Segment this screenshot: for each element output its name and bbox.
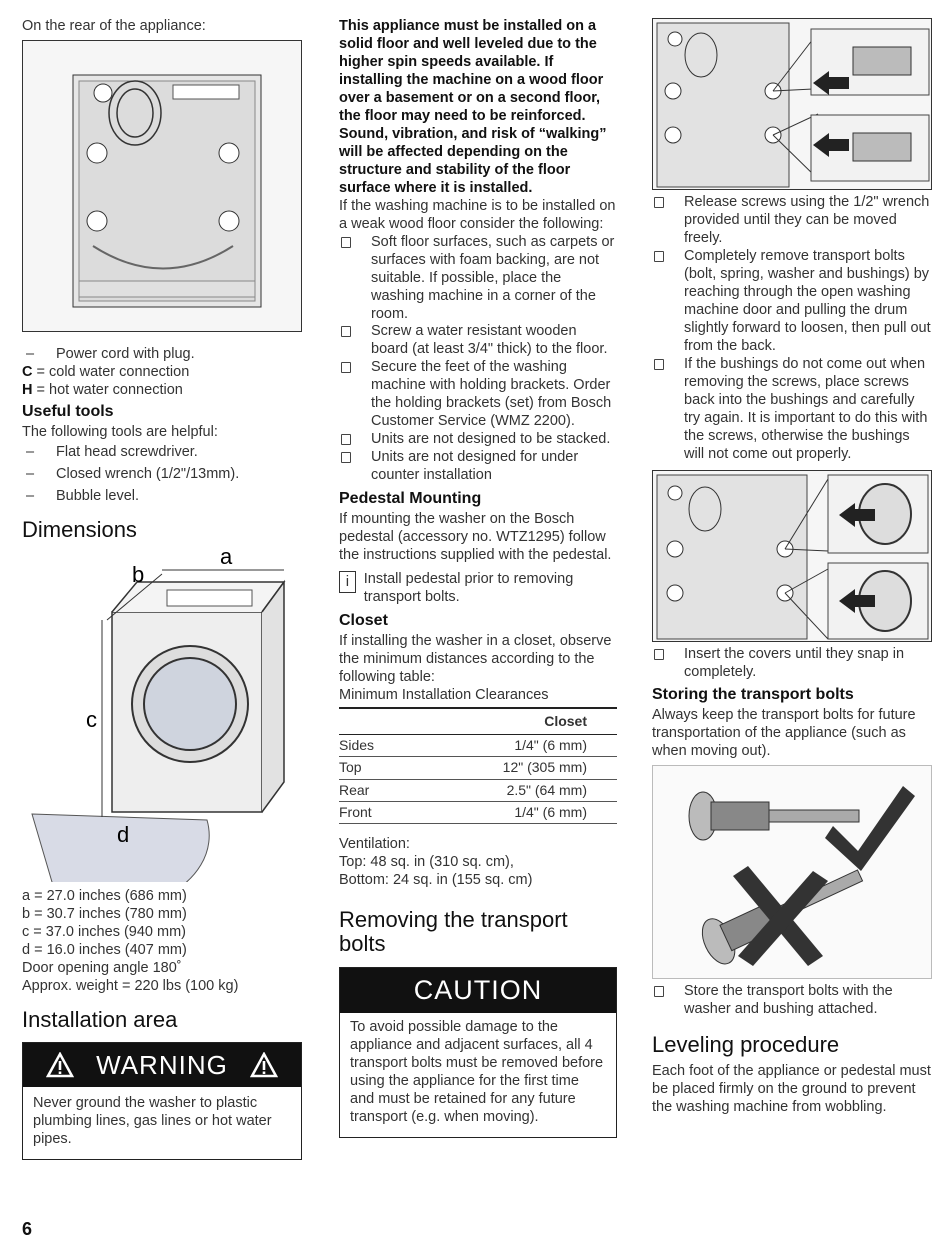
store-bolts-figure — [652, 765, 932, 979]
checkbox-icon — [341, 237, 351, 248]
dimension-values — [22, 888, 302, 996]
dim-d: d = 16.0 inches (407 mm) — [22, 941, 187, 958]
caution-text: To avoid possible damage to the appliance and adjacent surfaces, all 4 transport bolts must be removed before using the appliance for the first time and must be retained for any future transport (e.g. when moving). — [350, 1019, 604, 1125]
list-item: Soft floor surfaces, such as carpets or surfaces with foam backing, are not suitable. If possible, place the washing machine in a corner of the room. — [339, 234, 617, 324]
list-item: Release screws using the 1/2" wrench provided until they can be moved freely. — [652, 194, 932, 248]
table-header-closet: Closet — [404, 708, 617, 735]
weak-floor-intro: If the washing machine is to be installed on a weak wood floor consider the following: — [339, 197, 616, 232]
leveling-text: Each foot of the appliance or pedestal must be placed firmly on the ground to prevent the washing machine from wobbling. — [652, 1063, 931, 1116]
list-item: Insert the covers until they snap in completely. — [652, 646, 932, 682]
rear-appliance-illustration — [23, 41, 302, 332]
storing-text: Always keep the transport bolts for future transportation of the appliance (such as when moving out). — [652, 707, 916, 760]
warning-box — [22, 1042, 302, 1160]
closet-text: If installing the washer in a closet, observe the minimum distances according to the following table: — [339, 632, 612, 685]
table-row: Top 12" (305 mm) — [339, 757, 617, 779]
checkbox-icon — [654, 986, 664, 997]
pedestal-text: If mounting the washer on the Bosch pedestal (accessory no. WTZ1295) follow the instructions supplied with the pedestal. — [339, 511, 612, 563]
transport-bolts-figure — [652, 18, 932, 190]
table-caption: Minimum Installation Clearances — [339, 686, 549, 703]
column-right — [652, 18, 932, 1117]
installation-heading: Installation area — [22, 1006, 178, 1032]
checkbox-icon — [654, 649, 664, 660]
tool-item: – Closed wrench (1/2"/13mm). — [22, 466, 302, 484]
list-item: Store the transport bolts with the washer and bushing attached. — [652, 983, 932, 1019]
table-row: Sides 1/4" (6 mm) — [339, 734, 617, 756]
caution-box — [339, 967, 617, 1138]
legend-c-key: C — [22, 363, 33, 380]
leveling-heading: Leveling procedure — [652, 1032, 840, 1058]
dimensions-heading: Dimensions — [22, 516, 137, 542]
floor-items-list — [339, 234, 617, 486]
list-item: Secure the feet of the washing machine with holding brackets. Order the holding brackets (set) from Bosch Customer Service (WMZ 2200). — [339, 359, 617, 431]
dim-b: b = 30.7 inches (780 mm) — [22, 905, 187, 922]
warning-triangle-icon — [46, 1052, 74, 1078]
covers-list — [652, 646, 932, 682]
rear-caption: On the rear of the appliance: — [22, 18, 206, 34]
covers-figure — [652, 470, 932, 642]
legend-h-key: H — [22, 381, 33, 398]
clearances-table — [339, 707, 617, 825]
dim-label-a: a — [220, 551, 233, 569]
list-item: Completely remove transport bolts (bolt, spring, washer and bushings) by reaching through the open washing machine door and pulling the drum slightly forward to loosen, then pull out from the back. — [652, 248, 932, 356]
checkbox-icon — [654, 359, 664, 370]
transport-bolt-removal-illustration — [653, 19, 932, 190]
warning-text: Never ground the washer to plastic plumbing lines, gas lines or hot water pipes. — [33, 1094, 272, 1147]
tools-heading: Useful tools — [22, 402, 114, 420]
table-row: Rear 2.5" (64 mm) — [339, 779, 617, 801]
weight: Approx. weight = 220 lbs (100 kg) — [22, 977, 239, 994]
info-note — [339, 571, 617, 607]
list-item: Screw a water resistant wooden board (at least 3/4" thick) to the floor. — [339, 323, 617, 359]
tool-item: – Bubble level. — [22, 488, 302, 506]
warning-title: WARNING — [96, 1049, 228, 1080]
page-number: 6 — [22, 1219, 33, 1239]
column-left — [22, 18, 302, 1160]
list-item: Units are not designed to be stacked. — [339, 431, 617, 449]
dim-a: a = 27.0 inches (686 mm) — [22, 887, 187, 904]
list-item: If the bushings do not come out when removing the screws, place screws back into the bushings and carefully try again. It is important to do this with the screws, otherwise the bushings will not come out properly. — [652, 356, 932, 464]
caution-title: CAUTION — [340, 968, 616, 1013]
storing-heading: Storing the transport bolts — [652, 686, 854, 704]
rear-appliance-figure — [22, 40, 302, 332]
legend-power: – Power cord with plug. — [22, 346, 302, 364]
dim-label-d: d — [117, 821, 130, 847]
legend-h-text: = hot water connection — [36, 381, 183, 398]
dimensions-illustration — [22, 552, 302, 882]
checkbox-icon — [341, 326, 351, 337]
list-item: Units are not designed for under counter installation — [339, 449, 617, 485]
dim-c: c = 37.0 inches (940 mm) — [22, 923, 187, 940]
dim-label-c: c — [86, 706, 97, 732]
closet-heading: Closet — [339, 611, 388, 629]
checkbox-icon — [341, 434, 351, 445]
door-angle: Door opening angle 180˚ — [22, 959, 182, 976]
store-bolts-illustration — [653, 766, 932, 979]
checkbox-icon — [341, 452, 351, 463]
tools-intro: The following tools are helpful: — [22, 423, 218, 440]
info-text: Install pedestal prior to removing transport bolts. — [363, 570, 574, 605]
insert-covers-illustration — [653, 471, 932, 642]
dim-label-b: b — [132, 561, 145, 587]
store-list — [652, 983, 932, 1019]
legend-c-text: = cold water connection — [36, 363, 190, 380]
warning-triangle-icon — [250, 1052, 278, 1078]
warning-header — [23, 1043, 301, 1087]
table-row: Front 1/4" (6 mm) — [339, 802, 617, 824]
info-icon: i — [339, 571, 356, 593]
checkbox-icon — [654, 197, 664, 208]
checkbox-icon — [654, 251, 664, 262]
column-middle — [339, 18, 617, 1138]
ventilation: Ventilation: Top: 48 sq. in (310 sq. cm), Bottom: 24 sq. in (155 sq. cm) — [339, 836, 533, 889]
removing-heading: Removing the transport bolts — [339, 907, 568, 957]
remove-steps-list — [652, 194, 932, 464]
floor-requirements-intro: This appliance must be installed on a solid floor and well leveled due to the higher spin speeds available. If installing the machine on a wood floor over a basement or on a second floor, the floor may need to be reinforced. Sound, vibration, and risk of “walking” will be affected depending on the structure and stability of the floor surface where it is installed. — [339, 18, 607, 196]
checkbox-icon — [341, 362, 351, 373]
pedestal-heading: Pedestal Mounting — [339, 490, 482, 508]
legend — [22, 346, 302, 400]
tools-list — [22, 444, 302, 506]
tool-item: – Flat head screwdriver. — [22, 444, 302, 462]
